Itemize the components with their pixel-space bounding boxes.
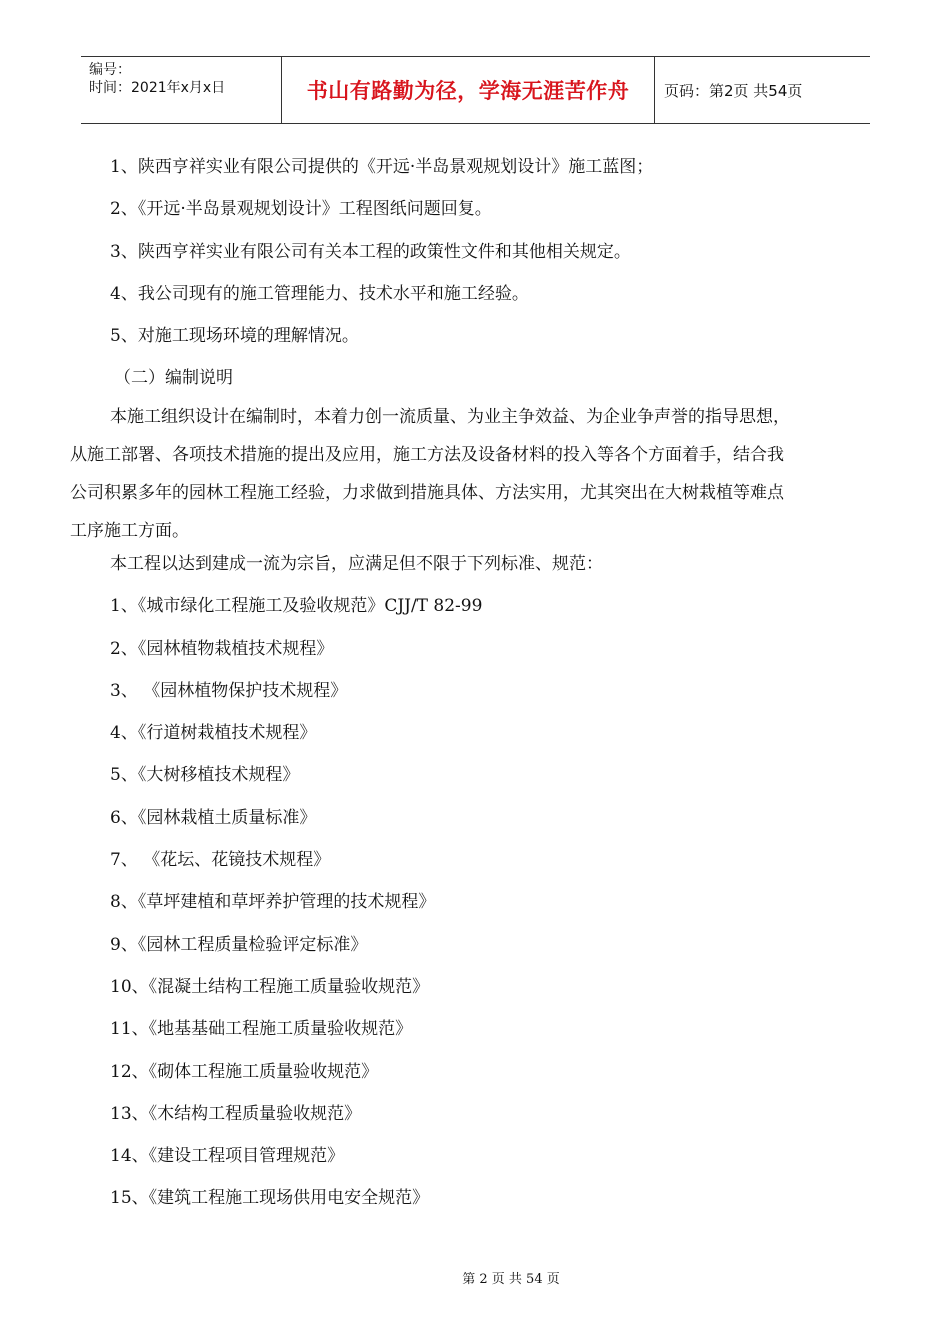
document-number-label: 编号： [89, 62, 131, 78]
header-motto-cell [282, 57, 655, 123]
header-motto: 书山有路勤为径，学海无涯苦作舟 [306, 79, 630, 103]
basis-item: 3、陕西亨祥实业有限公司有关本工程的政策性文件和其他相关规定。 [110, 241, 631, 262]
intro-paragraph [70, 398, 878, 550]
basis-item: 1、陕西亨祥实业有限公司提供的《开远·半岛景观规划设计》施工蓝图； [110, 157, 654, 177]
document-date-label: 时间：2021年x月x日 [89, 80, 226, 96]
standard-item: 2、《园林植物栽植技术规程》 [110, 638, 334, 659]
standards-intro: 本工程以达到建成一流为宗旨，应满足但不限于下列标准、规范： [110, 554, 603, 574]
basis-item: 2、《开远·半岛景观规划设计》工程图纸问题回复。 [110, 199, 492, 220]
page-footer: 第 2 页 共 54 页 [462, 1272, 560, 1287]
standard-item: 12、《砌体工程施工质量验收规范》 [110, 1061, 379, 1082]
standard-item: 8、《草坪建植和草坪养护管理的技术规程》 [110, 892, 436, 913]
standard-item: 7、 《花坛、花镜技术规程》 [110, 850, 331, 871]
standard-item: 11、《地基基础工程施工质量验收规范》 [110, 1019, 413, 1040]
header-page-number: 页码：第2页 共54页 [664, 81, 803, 100]
standard-item: 6、《园林栽植土质量标准》 [110, 807, 317, 828]
header-page-cell [655, 57, 870, 123]
standard-item: 14、《建设工程项目管理规范》 [110, 1146, 345, 1167]
header-meta [81, 57, 282, 123]
standard-item: 10、《混凝土结构工程施工质量验收规范》 [110, 976, 430, 997]
standards-list [110, 543, 878, 1220]
standard-item: 15、《建筑工程施工现场供用电安全规范》 [110, 1188, 430, 1209]
section-heading: （二）编制说明 [114, 368, 233, 389]
basis-item: 5、对施工现场环境的理解情况。 [110, 326, 359, 347]
intro-line: 公司积累多年的园林工程施工经验，力求做到措施具体、方法实用，尤其突出在大树栽植等难点 [70, 483, 784, 503]
basis-item: 4、我公司现有的施工管理能力、技术水平和施工经验。 [110, 283, 529, 304]
standard-item: 3、 《园林植物保护技术规程》 [110, 680, 348, 701]
intro-line: 从施工部署、各项技术措施的提出及应用，施工方法及设备材料的投入等各个方面着手，结合我 [70, 445, 784, 465]
standard-item: 4、《行道树栽植技术规程》 [110, 723, 317, 744]
page-header [81, 56, 870, 124]
standard-item: 1、《城市绿化工程施工及验收规范》CJJ/T 82-99 [110, 596, 483, 617]
basis-list [110, 146, 878, 400]
standard-item: 13、《木结构工程质量验收规范》 [110, 1103, 362, 1124]
standard-item: 5、《大树移植技术规程》 [110, 765, 300, 786]
standard-item: 9、《园林工程质量检验评定标准》 [110, 934, 368, 955]
intro-line: 本施工组织设计在编制时，本着力创一流质量、为业主争效益、为企业争声誉的指导思想， [110, 407, 790, 427]
intro-line: 工序施工方面。 [70, 521, 189, 541]
